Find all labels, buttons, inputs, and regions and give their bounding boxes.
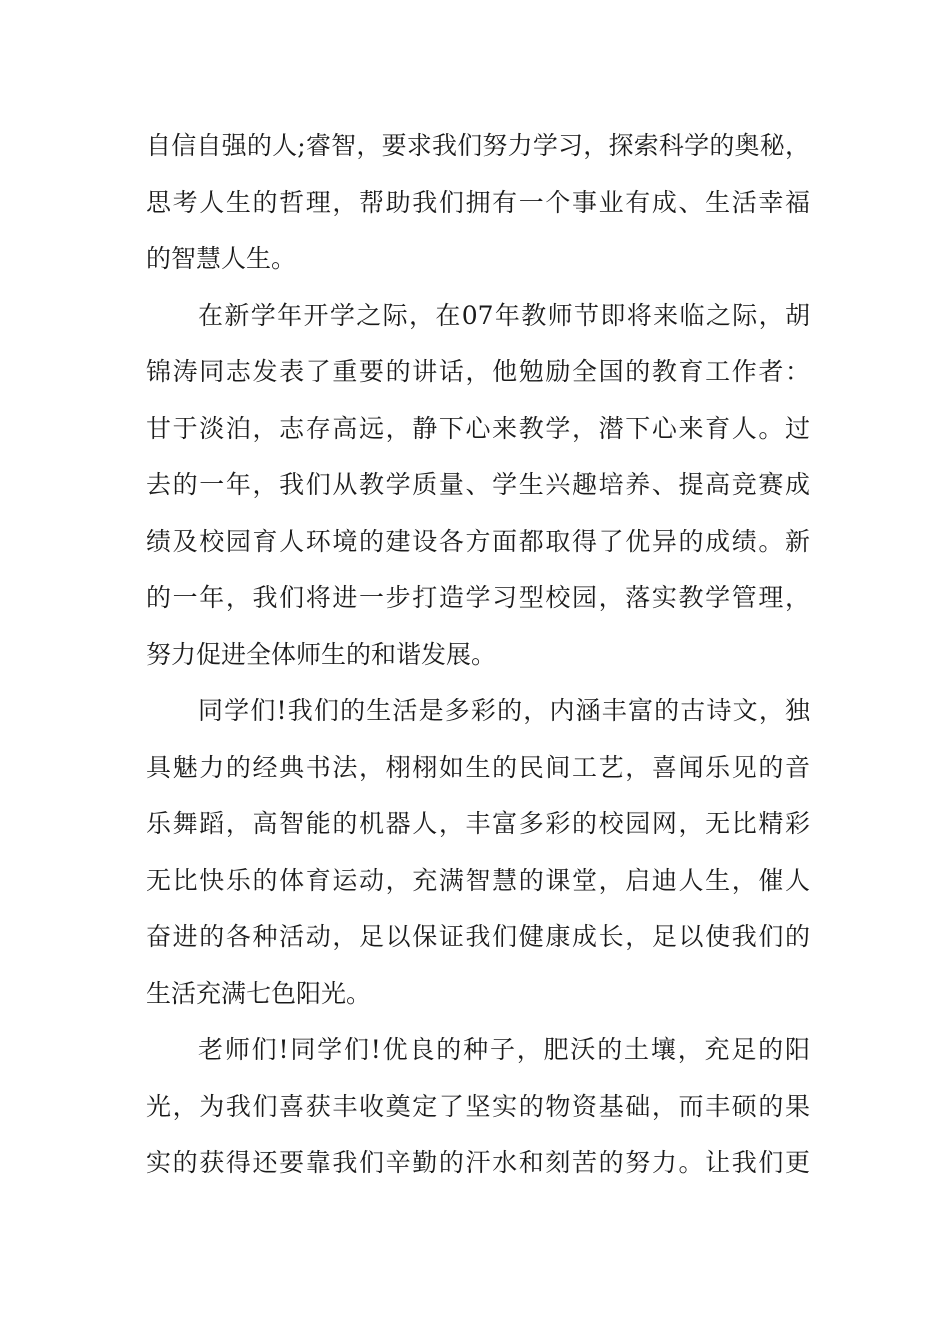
body-text [146, 118, 810, 1192]
text-line: 的一年，我们将进一步打造学习型校园，落实教学管理， [146, 583, 810, 612]
text-line: 努力促进全体师生的和谐发展。 [146, 639, 497, 669]
text-line: 光，为我们喜获丰收奠定了坚实的物资基础，而丰硕的果 [146, 1091, 810, 1121]
text-line: 锦涛同志发表了重要的讲话，他勉励全国的教育工作者： [146, 357, 810, 386]
text-line: 乐舞蹈，高智能的机器人，丰富多彩的校园网，无比精彩 [146, 809, 810, 838]
text-line: 的智慧人生。 [146, 244, 297, 273]
text-line: 同学们!我们的生活是多彩的，内涵丰富的古诗文，独 [198, 696, 810, 725]
text-line: 在新学年开学之际，在07年教师节即将来临之际，胡 [198, 300, 810, 330]
text-line: 思考人生的哲理，帮助我们拥有一个事业有成、生活幸福 [146, 187, 810, 217]
text-line: 具魅力的经典书法，栩栩如生的民间工艺，喜闻乐见的音 [146, 752, 810, 782]
text-line: 自信自强的人;睿智，要求我们努力学习，探索科学的奥秘， [146, 131, 810, 160]
text-line: 无比快乐的体育运动，充满智慧的课堂，启迪人生，催人 [146, 865, 810, 895]
text-line: 生活充满七色阳光。 [146, 978, 372, 1008]
text-line: 奋进的各种活动，足以保证我们健康成长，足以使我们的 [146, 922, 810, 951]
text-line: 去的一年，我们从教学质量、学生兴趣培养、提高竞赛成 [146, 470, 810, 499]
text-line: 老师们!同学们!优良的种子，肥沃的土壤，充足的阳 [198, 1035, 810, 1064]
text-line: 绩及校园育人环境的建设各方面都取得了优异的成绩。新 [146, 526, 810, 556]
text-line: 甘于淡泊，志存高远，静下心来教学，潜下心来育人。过 [146, 413, 810, 443]
text-line: 实的获得还要靠我们辛勤的汗水和刻苦的努力。让我们更 [146, 1148, 810, 1177]
